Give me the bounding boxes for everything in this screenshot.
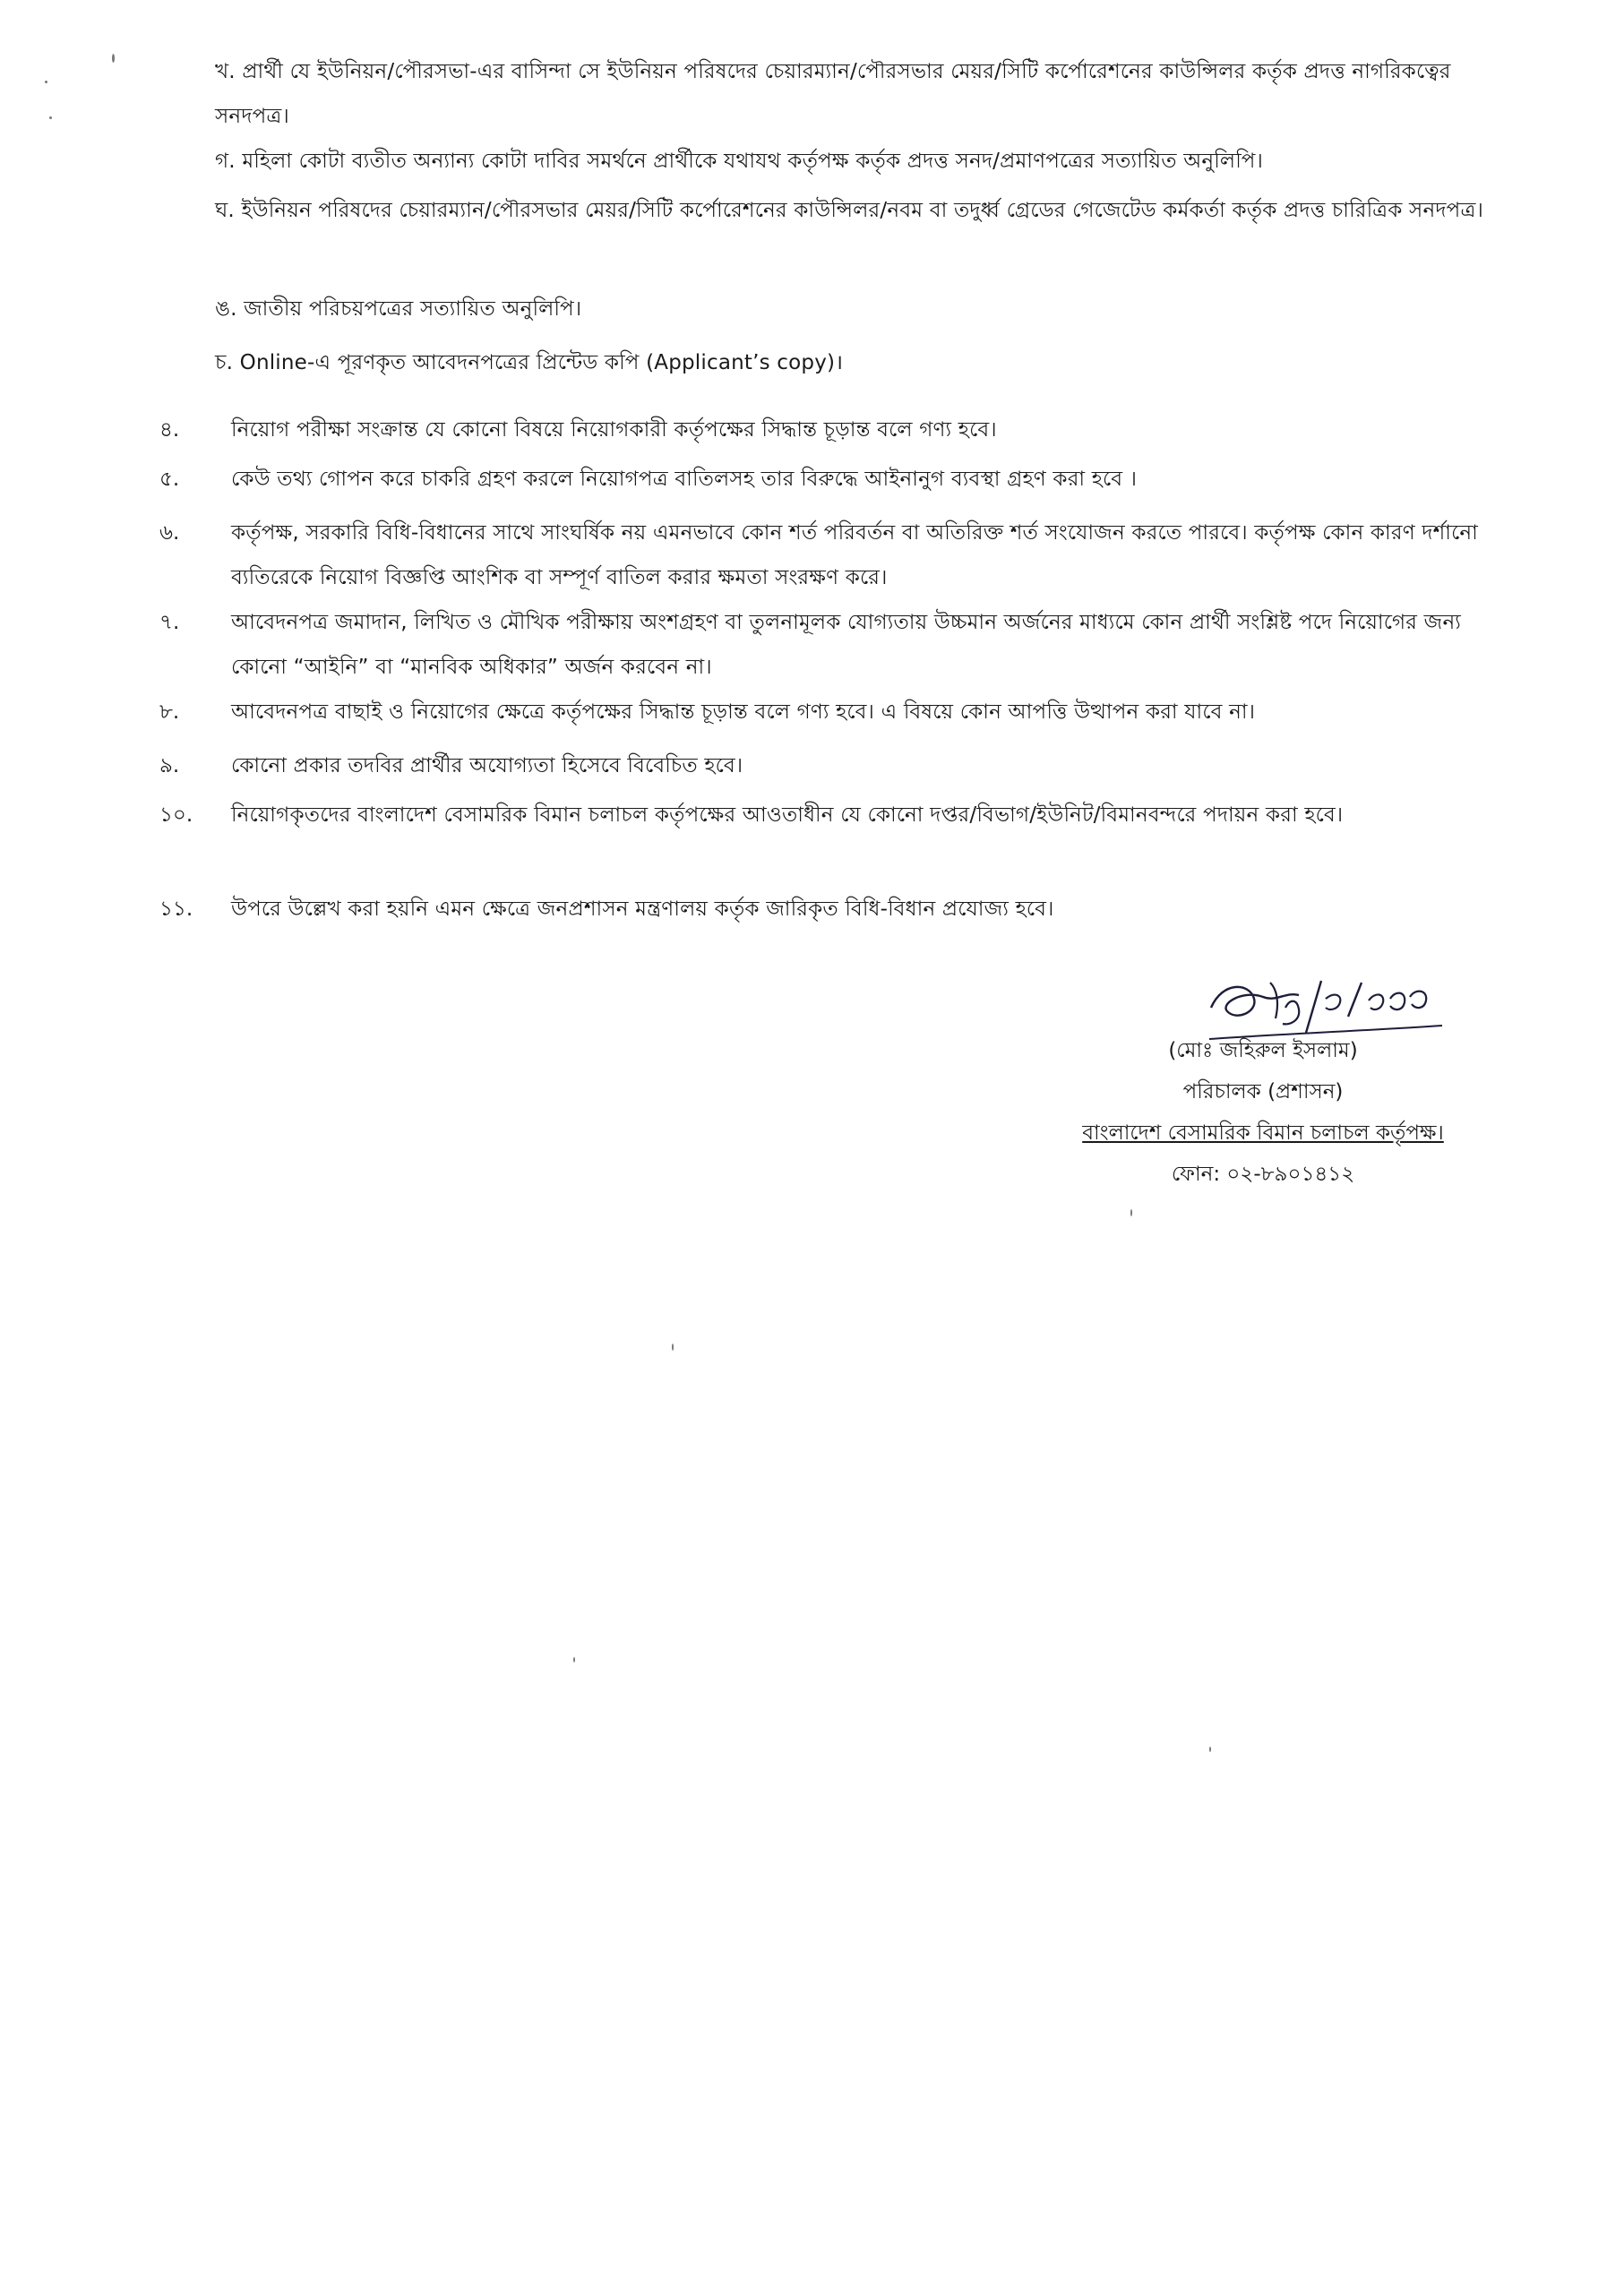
- scan-speck: [112, 54, 115, 63]
- scan-speck: [573, 1657, 575, 1662]
- item-text: নিয়োগ পরীক্ষা সংক্রান্ত যে কোনো বিষয়ে নিয়োগকারী কর্তৃপক্ষের সিদ্ধান্ত চূড়ান্ত বলে গণ্য হবে।: [231, 418, 997, 442]
- item-number: ৮.: [159, 700, 180, 724]
- signatory-designation: পরিচালক (প্রশাসন): [1182, 1080, 1344, 1104]
- item-number: ১১.: [159, 897, 193, 921]
- list-item: [215, 139, 1487, 184]
- item-text: উপরে উল্লেখ করা হয়নি এমন ক্ষেত্রে জনপ্রশাসন মন্ত্রণালয় কর্তৃক জারিকৃত বিধি-বিধান প্রযোজ্য হবে।: [231, 897, 1054, 921]
- item-text: আবেদনপত্র জমাদান, লিখিত ও মৌখিক পরীক্ষায় অংশগ্রহণ বা তুলনামূলক যোগ্যতায় উচ্চমান অর্জনের মাধ্যমে কোন প্রার্থী সংশ্লিষ্ট পদে নিয়োগের জন্য কোনো “আইনি” বা “মানবিক অধিকার” অর্জন করবেন না।: [231, 611, 1462, 679]
- item-number: ৬.: [159, 521, 180, 545]
- scan-speck: [1130, 1209, 1132, 1216]
- scan-speck: [672, 1344, 674, 1351]
- item-text: কোনো প্রকার তদবির প্রার্থীর অযোগ্যতা হিসেবে বিবেচিত হবে।: [231, 754, 743, 777]
- item-marker: চ.: [215, 351, 234, 374]
- item-marker: ঘ.: [215, 199, 235, 222]
- list-item: [215, 188, 1487, 233]
- item-marker: ঙ.: [215, 297, 237, 321]
- scan-speck: [45, 81, 47, 83]
- item-text: Online-এ পূরণকৃত আবেদনপত্রের প্রিন্টেড কপি (Applicant’s copy)।: [239, 351, 844, 374]
- item-marker: গ.: [215, 150, 236, 173]
- phone-number: ফোন: ০২-৮৯০১৪১২: [1171, 1163, 1355, 1186]
- item-number: ৫.: [159, 468, 180, 491]
- signatory-name: (মোঃ জহিরুল ইসলাম): [1168, 1039, 1358, 1062]
- list-item: [215, 340, 1487, 385]
- item-marker: খ.: [215, 60, 236, 83]
- item-number: ৯.: [159, 754, 180, 777]
- item-number: ৪.: [159, 418, 180, 442]
- signature-block: [1030, 1030, 1496, 1195]
- item-number: ১০.: [159, 803, 193, 827]
- item-text: মহিলা কোটা ব্যতীত অন্যান্য কোটা দাবির সমর্থনে প্রার্থীকে যথাযথ কর্তৃপক্ষ কর্তৃক প্রদত্ত সনদ/প্রমাণপত্রের সত্যায়িত অনুলিপি।: [242, 150, 1264, 173]
- item-text: কেউ তথ্য গোপন করে চাকরি গ্রহণ করলে নিয়োগপত্র বাতিলসহ তার বিরুদ্ধে আইনানুগ ব্যবস্থা গ্রহণ করা হবে ।: [231, 468, 1138, 491]
- scan-speck: [49, 116, 52, 119]
- scan-speck: [1209, 1747, 1211, 1752]
- item-text: জাতীয় পরিচয়পত্রের সত্যায়িত অনুলিপি।: [244, 297, 582, 321]
- organization-name: বাংলাদেশ বেসামরিক বিমান চলাচল কর্তৃপক্ষ।: [1082, 1121, 1444, 1145]
- list-item: [215, 49, 1487, 139]
- item-number: ৭.: [159, 611, 180, 634]
- item-text: প্রার্থী যে ইউনিয়ন/পৌরসভা-এর বাসিন্দা সে ইউনিয়ন পরিষদের চেয়ারম্যান/পৌরসভার মেয়র/সিটি কর্পোরেশনের কাউন্সিলর কর্তৃক প্রদত্ত নাগরিকত্বের সনদপত্র।: [215, 60, 1451, 128]
- item-text: নিয়োগকৃতদের বাংলাদেশ বেসামরিক বিমান চলাচল কর্তৃপক্ষের আওতাধীন যে কোনো দপ্তর/বিভাগ/ইউনিট/বিমানবন্দরে পদায়ন করা হবে।: [231, 803, 1344, 827]
- item-text: ইউনিয়ন পরিষদের চেয়ারম্যান/পৌরসভার মেয়র/সিটি কর্পোরেশনের কাউন্সিলর/নবম বা তদুর্ধ্ব গ্রেডের গেজেটেড কর্মকর্তা কর্তৃক প্রদত্ত চারিত্রিক সনদপত্র।: [241, 199, 1483, 222]
- list-item: [215, 287, 1487, 331]
- item-text: কর্তৃপক্ষ, সরকারি বিধি-বিধানের সাথে সাংঘর্ষিক নয় এমনভাবে কোন শর্ত পরিবর্তন বা অতিরিক্ত শর্ত সংযোজন করতে পারবে। কর্তৃপক্ষ কোন কারণ দর্শানো ব্যতিরেকে নিয়োগ বিজ্ঞপ্তি আংশিক বা সম্পূর্ণ বাতিল করার ক্ষমতা সংরক্ষণ করে।: [231, 521, 1478, 589]
- item-text: আবেদনপত্র বাছাই ও নিয়োগের ক্ষেত্রে কর্তৃপক্ষের সিদ্ধান্ত চূড়ান্ত বলে গণ্য হবে। এ বিষয়ে কোন আপত্তি উত্থাপন করা যাবে না।: [231, 700, 1256, 724]
